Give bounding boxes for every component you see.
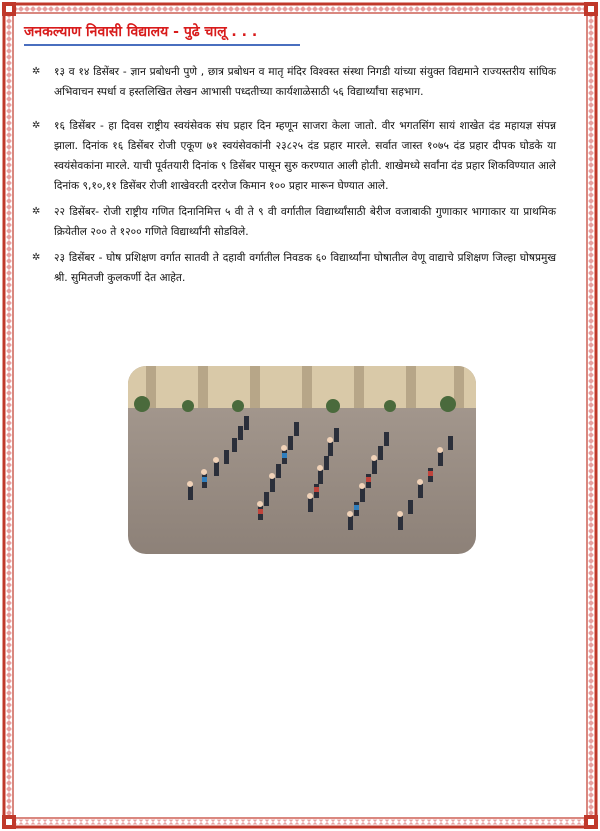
item-text: २२ डिसेंबर- रोजी राष्ट्रीय गणित दिनानिमित्त ५ वी ते ९ वी वर्गातील विद्यार्थ्यांसाठी बेरीज वजाबाकी गुणाकार भागाकार या प्राथमिक क्रियेतील २०० ते १२०० गणिते विद्यार्थ्यांनी सोडविले. — [54, 206, 556, 238]
event-list — [32, 62, 556, 294]
star-icon: ✲ — [32, 66, 41, 77]
event-photo — [128, 366, 476, 554]
item-text: १३ व १४ डिसेंबर - ज्ञान प्रबोधनी पुणे , छात्र प्रबोधन व मातृ मंदिर विश्वस्त संस्था निगडी यांच्या संयुक्त विद्यमाने राज्यस्तरीय सांघिक अभिवाचन स्पर्धा व हस्तलिखित लेखन आभासी पध्दतीच्या कार्यशाळेसाठी ५६ विद्यार्थ्यांचा सहभाग. — [54, 66, 556, 98]
list-item — [32, 116, 556, 196]
item-text: २३ डिसेंबर - घोष प्रशिक्षण वर्गात सातवी ते दहावी वर्गातील निवडक ६० विद्यार्थ्यांना घोषातील वेणू वाद्याचे प्रशिक्षण जिल्हा घोषप्रमुख श्री. सुमितजी कुलकर्णी देत आहेत. — [54, 252, 556, 284]
title-underline — [24, 44, 300, 46]
star-icon: ✲ — [32, 252, 41, 263]
item-text: १६ डिसेंबर - हा दिवस राष्ट्रीय स्वयंसेवक संघ प्रहार दिन म्हणून साजरा केला जातो. वीर भगतसिंग सायं शाखेत दंड महायज्ञ संपन्न झाला. दिनांक १६ डिसेंबर रोजी एकूण ७१ स्वयंसेवकांनी २३८२५ दंड प्रहार मारले. सर्वात जास्त १०७५ दंड प्रहार दीपक घोडके या स्वयंसेवकांना मारले. याची पूर्वतयारी दिनांक ९ डिसेंबर पासून सुरु करण्यात आली होती. शाखेमध्ये सर्वांना दंड प्रहार शिकविण्यात आले दिनांक ९,१०,११ डिसेंबर रोजी शाखेवरती दररोज किमान १०० प्रहार मारून घेण्यात आले. — [54, 120, 556, 192]
star-icon: ✲ — [32, 120, 41, 131]
list-item — [32, 62, 556, 102]
list-item — [32, 248, 556, 288]
page-title: जनकल्याण निवासी विद्यालय - पुढे चालू . . . — [24, 24, 258, 40]
list-item — [32, 202, 556, 242]
star-icon: ✲ — [32, 206, 41, 217]
